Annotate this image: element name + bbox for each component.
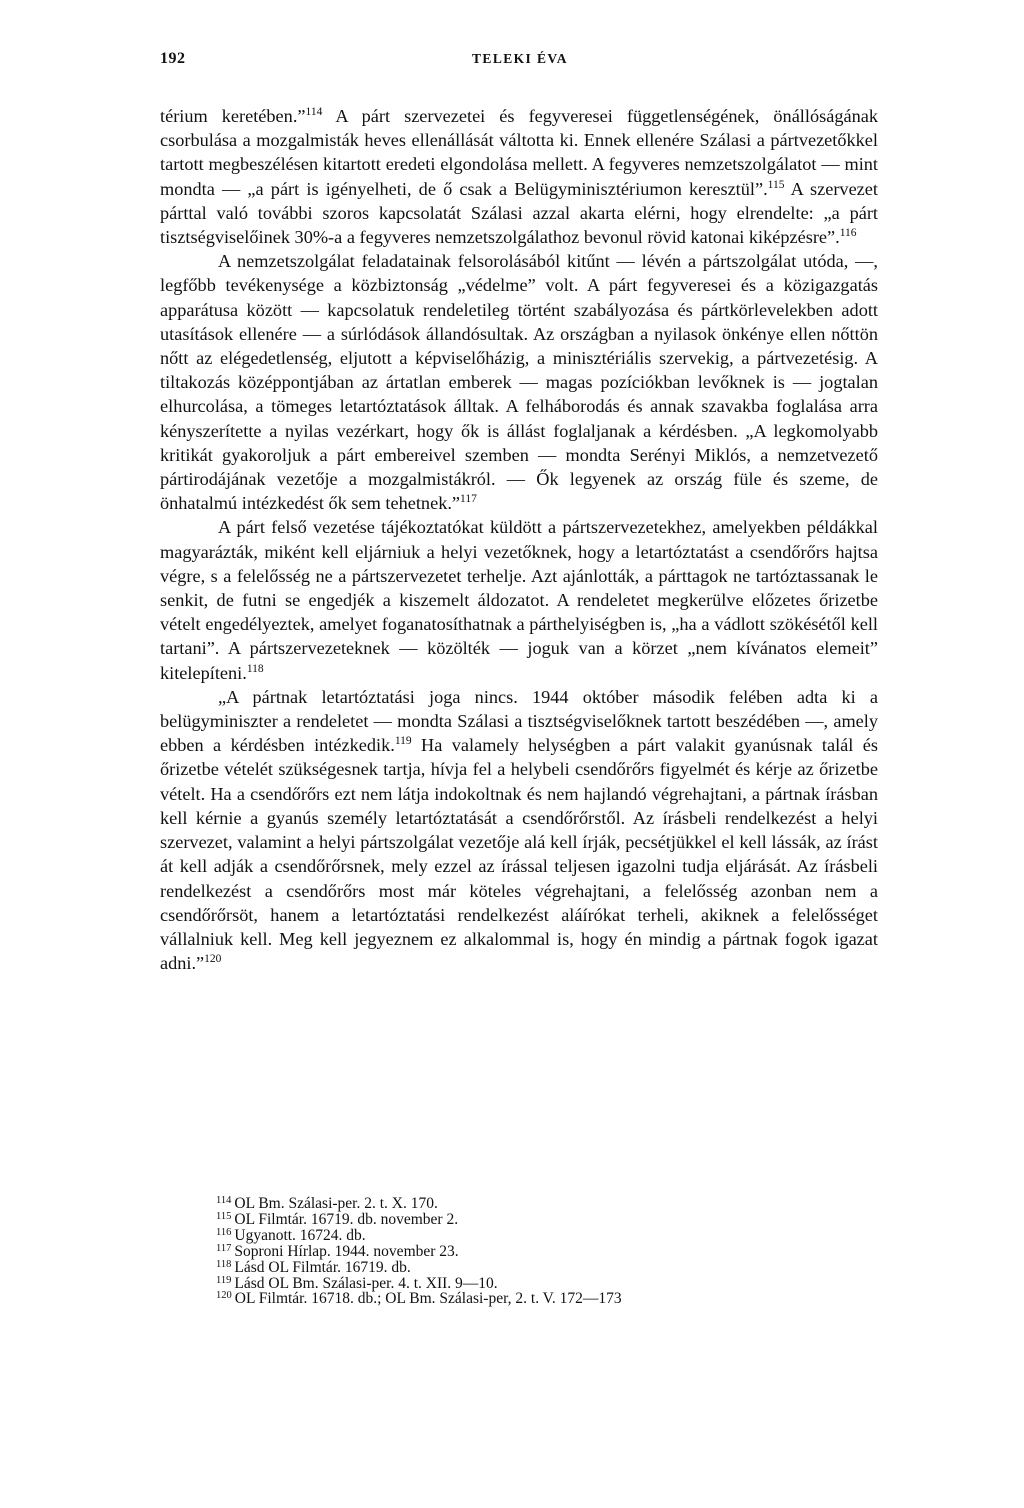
page-header (160, 50, 880, 72)
paragraph-text: térium keretében.” (160, 106, 306, 126)
paragraph (160, 249, 878, 515)
footnote-reference: 116 (839, 227, 857, 240)
footnote-number: 120 (216, 1290, 232, 1302)
paragraph (160, 685, 878, 975)
footnote-reference: 119 (394, 735, 412, 748)
running-title: TELEKI ÉVA (472, 51, 568, 66)
footnote-number: 115 (216, 1210, 232, 1222)
footnote (216, 1196, 856, 1212)
footnote (216, 1291, 856, 1307)
page-number: 192 (160, 50, 186, 67)
footnote (216, 1260, 856, 1276)
footnote-number: 117 (216, 1242, 232, 1254)
footnote-text: OL Filmtár. 16718. db.; OL Bm. Szálasi-per, 2. t. V. 172—173 (234, 1290, 622, 1308)
footnote-text: Lásd OL Bm. Szálasi-per. 4. t. XII. 9—10. (234, 1274, 498, 1292)
paragraph-text: A párt felső vezetése tájékoztatókat küldött a pártszervezetekhez, amelyekben példákkal magyarázták, miként kell eljárniuk a helyi vezetőknek, hogy a letartóztatást a csendőrőrs hajtsa végre, s a felelősség ne a pártszervezetet terhelje. Azt ajánlották, a párttagok ne tartóztassanak le senkit, de futni se engedjék a kiszemelt áldozatot. A rendeletet megkerülve előzetes őrizetbe vételt engedélyeztek, amelyet foganatosíthatnak a párthelyiségben is, „ha a vádlott szökésétől kell tartani”. A pártszervezeteknek — közölték — joguk van a körzet „nem kívánatos elemeit” kitelepíteni. (160, 517, 878, 683)
footnote-number: 116 (216, 1226, 232, 1238)
footnote-text: Lásd OL Filmtár. 16719. db. (234, 1258, 411, 1276)
footnote-reference: 118 (246, 662, 264, 675)
footnotes (216, 1196, 856, 1307)
footnote-reference: 114 (305, 106, 323, 118)
footnote-text: Ugyanott. 16724. db. (234, 1226, 366, 1244)
footnote-number: 118 (216, 1258, 232, 1270)
footnote-text: OL Filmtár. 16719. db. november 2. (234, 1210, 459, 1228)
footnote-reference: 115 (767, 178, 785, 191)
footnote (216, 1212, 856, 1228)
footnote (216, 1276, 856, 1292)
footnote-text: OL Bm. Szálasi-per. 2. t. X. 170. (234, 1195, 438, 1212)
footnote (216, 1244, 856, 1260)
footnote-reference: 120 (204, 953, 222, 966)
paragraph-text: „A pártnak letartóztatási joga nincs. 1944 október második felében adta ki a belügyminiszter a rendeletet — mondta Szálasi a tisztségviselőknek tartott beszédében —, amely ebben a kérdésben intézkedik. (160, 686, 878, 756)
body-text (160, 104, 878, 975)
footnote-number: 114 (216, 1195, 232, 1206)
paragraph-text: A szervezet párttal való további szoros kapcsolatát Szálasi azzal akarta elérni, hogy elrendelte: „a párt tisztségviselőinek 30%-a a fegyveres nemzetszolgálathoz bevonul rövid katonai kiképzésre”. (160, 178, 878, 248)
footnote-reference: 117 (460, 493, 477, 506)
footnote-number: 119 (216, 1274, 232, 1286)
paragraph-text: Ha valamely helységben a párt valakit gyanúsnak talál és őrizetbe vételét szükségesnek tartja, hívja fel a helybeli csendőrőrs figyelmét és kérje az őrizetbe vételt. Ha a csendőrőrs ezt nem látja indokoltnak és nem hajlandó végrehajtani, a pártnak írásban kell kérnie a gyanús személy letartóztatását a csendőrőrstől. Az írásbeli rendelkezést a helyi szervezet, valamint a helyi pártszolgálat vezetője alá kell írják, pecsétjükkel el kell lássák, az írást át kell adják a csendőrőrsnek, mely ezzel az írással teljesen igazolni tudja eljárását. Az írásbeli rendelkezést a csendőrőrs most már köteles végrehajtani, a felelősség azonban nem a csendőrőrsöt, hanem a letartóztatási rendelkezést aláírókat terheli, akiknek a felelősséget vállalniuk kell. Meg kell jegyeznem ez alkalommal is, hogy én mindig a pártnak fogok igazat adni.” (160, 735, 879, 974)
paragraph-text: A nemzetszolgálat feladatainak felsorolásából kitűnt — lévén a pártszolgálat utóda, —, legfőbb tevékenysége a közbiztonság „védelme” volt. A párt fegyveresei és a közigazgatás apparátusa között — kapcsolatuk rendeletileg történt szabályozása és pártkörlevelekben adott utasítások ellenére — a súrlódások állandósultak. Az országban a nyilasok önkénye ellen nőttön nőtt az elégedetlenség, eljutott a képviselőházig, a minisztériális szervekig, a pártvezetésig. A tiltakozás középpontjában az ártatlan emberek — magas pozíciókban levőknek is — jogtalan elhurcolása, a tömeges letartóztatások álltak. A felháborodás és annak szavakba foglalása arra kényszerítette a nyilas vezérkart, hogy ők is állást foglaljanak a kérdésben. „A legkomolyabb kritikát gyakoroljuk a párt embereivel szemben — mondta Serényi Miklós, a nemzetvezető pártirodájának vezetője a mozgalmistákról. — Ők legyenek az ország füle és szeme, de önhatalmú intézkedést ők sem tehetnek.” (160, 251, 878, 514)
footnote (216, 1228, 856, 1244)
footnote-text: Soproni Hírlap. 1944. november 23. (234, 1242, 459, 1260)
paragraph-text: A párt szervezetei és fegyveresei függetlenségének, önállóságának csorbulása a mozgalmisták heves ellenállását váltotta ki. Ennek ellenére Szálasi a pártvezetőkkel tartott megbeszélésen kitartott eredeti elgondolása mellett. A fegyveres nemzetszolgálatot — mint mondta — „a párt is igényelheti, de ő csak a Belügyminisztériumon keresztül”. (160, 106, 878, 199)
paragraph (160, 104, 878, 249)
paragraph (160, 515, 878, 684)
